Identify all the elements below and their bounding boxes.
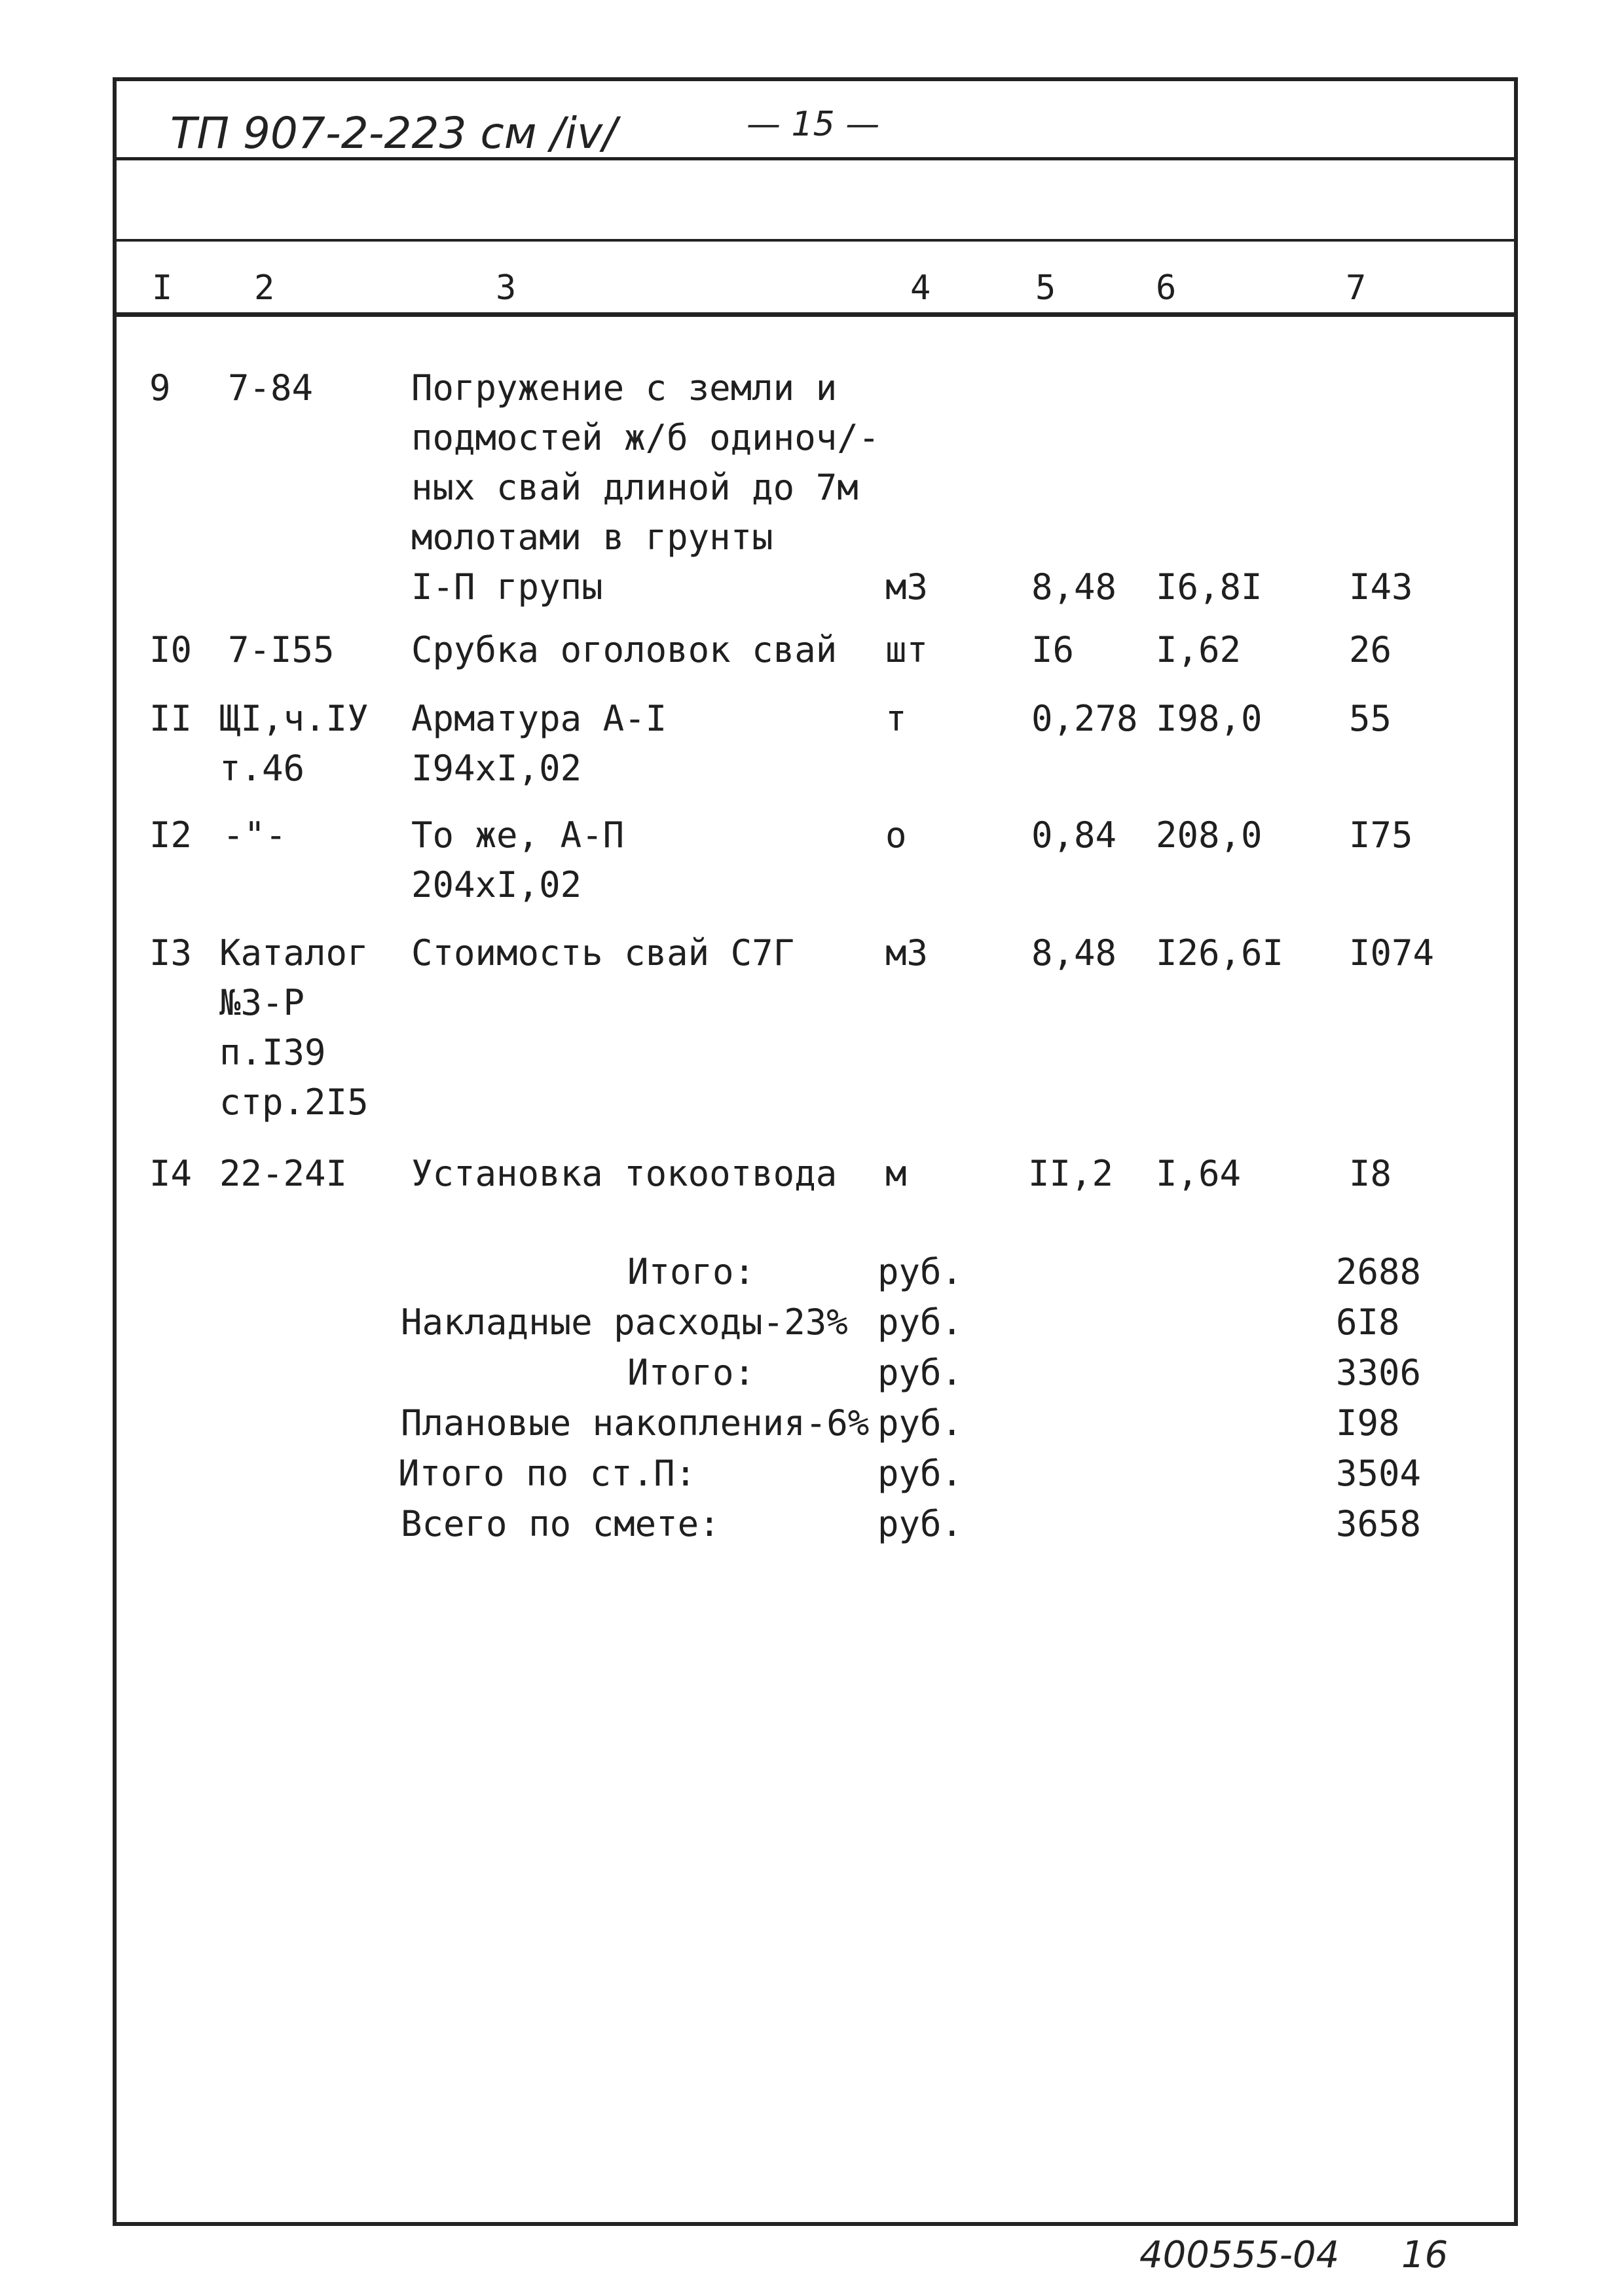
row-number: I3 — [149, 932, 193, 974]
document-code: ТП 907-2-223 см /iv/ — [170, 108, 618, 158]
row-quantity: 0,278 — [1031, 698, 1138, 739]
row-unit: м — [885, 1153, 907, 1194]
row-total: I75 — [1349, 814, 1413, 856]
row-description-line: I-П групы — [411, 566, 603, 608]
row-quantity: 0,84 — [1031, 814, 1117, 856]
row-description — [411, 363, 879, 612]
row-code-line: ЩI,ч.IУ — [219, 698, 369, 739]
column-header-7: 7 — [1346, 268, 1367, 308]
row-description — [411, 694, 667, 793]
row-description-line: Срубка оголовок свай — [411, 629, 838, 670]
row-description-line: молотами в грунты — [411, 517, 773, 558]
row-number: I4 — [149, 1153, 193, 1194]
row-code — [228, 363, 313, 413]
row-description-line: подмостей ж/б одиноч/- — [411, 417, 880, 458]
summary-value: 3658 — [1336, 1503, 1422, 1544]
summary-value: 2688 — [1336, 1251, 1422, 1292]
summary-value: 3504 — [1336, 1453, 1422, 1494]
column-header-3: 3 — [496, 268, 517, 308]
row-code-line: п.I39 — [219, 1032, 326, 1073]
summary-value: 6I8 — [1336, 1302, 1400, 1343]
row-number: 9 — [149, 367, 171, 409]
column-header-2: 2 — [254, 268, 275, 308]
row-quantity: 8,48 — [1031, 566, 1117, 608]
row-description-line: Установка токоотвода — [411, 1153, 838, 1194]
row-code — [219, 1149, 347, 1199]
row-unit-price: I,62 — [1156, 629, 1242, 670]
row-code-line: -"- — [223, 814, 287, 856]
column-header-5: 5 — [1035, 268, 1056, 308]
summary-unit: руб. — [877, 1402, 963, 1444]
summary-unit: руб. — [877, 1453, 963, 1494]
summary-unit: руб. — [877, 1503, 963, 1544]
row-unit: м3 — [885, 932, 929, 974]
row-description — [411, 1149, 837, 1199]
row-unit: шт — [885, 629, 929, 670]
row-description-line: I94xI,02 — [411, 748, 582, 789]
row-description-line: ных свай длиной до 7м — [411, 467, 858, 508]
row-description — [411, 928, 794, 978]
row-description-line: Арматура А-I — [411, 698, 667, 739]
row-description-line: Погружение с земли и — [411, 367, 838, 409]
row-description-line: То же, А-П — [411, 814, 625, 856]
row-code-line: 7-84 — [228, 367, 314, 409]
row-total: I8 — [1349, 1153, 1392, 1194]
column-header-4: 4 — [910, 268, 931, 308]
row-unit-price: I98,0 — [1156, 698, 1263, 739]
sheet-number: 16 — [1401, 2234, 1449, 2276]
summary-label: Всего по смете: — [401, 1503, 720, 1544]
row-quantity: I6 — [1031, 629, 1075, 670]
row-code — [228, 625, 335, 675]
row-description — [411, 625, 837, 675]
summary-label: Итого: — [627, 1352, 756, 1393]
row-total: 55 — [1349, 698, 1392, 739]
row-code — [223, 811, 287, 860]
row-number: I2 — [149, 814, 193, 856]
row-unit-price: I,64 — [1156, 1153, 1242, 1194]
row-total: I43 — [1349, 566, 1413, 608]
summary-label: Накладные расходы-23% — [401, 1302, 848, 1343]
row-code — [219, 928, 369, 1127]
summary-label: Итого по ст.П: — [398, 1453, 697, 1494]
row-code-line: 22-24I — [219, 1153, 348, 1194]
row-number: I0 — [149, 629, 193, 670]
column-header-rule — [117, 312, 1514, 317]
column-header-6: 6 — [1156, 268, 1177, 308]
row-unit-price: I26,6I — [1156, 932, 1284, 974]
row-code-line: стр.2I5 — [219, 1082, 369, 1123]
header-rule-mid — [117, 239, 1514, 242]
row-unit: о — [885, 814, 907, 856]
row-code-line: Каталог — [219, 932, 369, 974]
row-code-line: т.46 — [219, 748, 305, 789]
row-unit: м3 — [885, 566, 929, 608]
summary-label: Плановые накопления-6% — [401, 1402, 870, 1444]
row-description-line: Стоимость свай С7Г — [411, 932, 795, 974]
row-description-line: 204xI,02 — [411, 864, 582, 905]
page-number: — 15 — — [747, 105, 880, 144]
summary-unit: руб. — [877, 1302, 963, 1343]
row-quantity: 8,48 — [1031, 932, 1117, 974]
summary-unit: руб. — [877, 1352, 963, 1393]
row-code — [219, 694, 369, 793]
summary-value: 3306 — [1336, 1352, 1422, 1393]
row-code-line: 7-I55 — [228, 629, 335, 670]
row-unit: т — [885, 698, 907, 739]
summary-unit: руб. — [877, 1251, 963, 1292]
row-total: 26 — [1349, 629, 1392, 670]
row-description — [411, 811, 624, 910]
row-number: II — [149, 698, 193, 739]
row-code-line: №3-Р — [219, 982, 305, 1023]
row-quantity: II,2 — [1028, 1153, 1114, 1194]
row-total: I074 — [1349, 932, 1435, 974]
row-unit-price: I6,8I — [1156, 566, 1263, 608]
summary-value: I98 — [1336, 1402, 1400, 1444]
column-header-1: I — [152, 268, 173, 308]
row-unit-price: 208,0 — [1156, 814, 1263, 856]
archive-code: 400555-04 — [1139, 2234, 1340, 2276]
summary-label: Итого: — [627, 1251, 756, 1292]
